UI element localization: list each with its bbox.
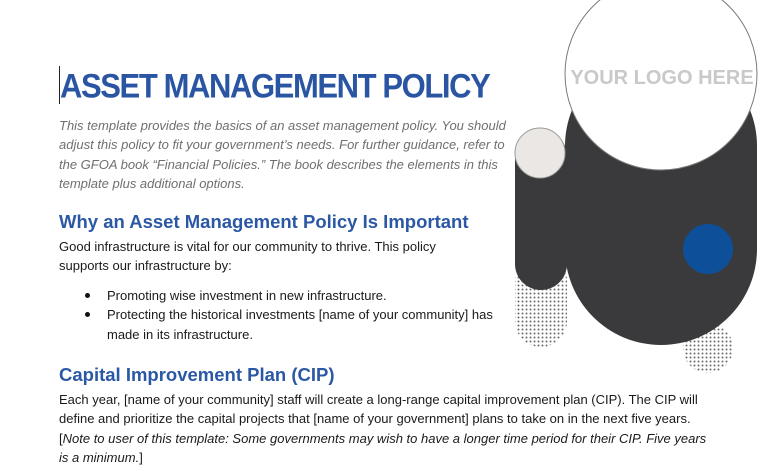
bullet-item[interactable]: Protecting the historical investments [name of your community] has made in its infrastructure. bbox=[59, 305, 509, 344]
page-edge-fragment bbox=[118, 0, 158, 5]
bullet-list bbox=[59, 286, 509, 344]
section-heading-importance[interactable]: Why an Asset Management Policy Is Important bbox=[59, 211, 469, 232]
light-circle bbox=[515, 128, 565, 178]
section-paragraph-importance[interactable]: Good infrastructure is vital for our community to thrive. This policy supports our infrastructure by: bbox=[59, 239, 436, 274]
blue-accent-dot bbox=[683, 224, 733, 274]
decorative-logo-art bbox=[505, 0, 779, 380]
bullet-item[interactable]: Promoting wise investment in new infrastructure. bbox=[59, 286, 509, 305]
cip-text: Each year, [name of your community] staff will create a long-range capital improvement plan (CIP). The CIP will define and prioritize the capital projects that [name of your government] plans to take on in the next five years. [ bbox=[59, 392, 698, 446]
intro-paragraph[interactable]: This template provides the basics of an asset management policy. You should adjust this policy to fit your government’s needs. For further guidance, refer to the GFOA book “Financial Policies.” The book describes the elements in this template plus additional options. bbox=[59, 118, 506, 191]
logo-placeholder-text[interactable]: YOUR LOGO HERE bbox=[570, 67, 754, 89]
section-heading-cip[interactable]: Capital Improvement Plan (CIP) bbox=[59, 364, 335, 385]
section-paragraph-cip[interactable] bbox=[59, 390, 709, 467]
document-title[interactable]: ASSET MANAGEMENT POLICY bbox=[60, 66, 490, 106]
cip-closing: ] bbox=[139, 449, 143, 465]
cip-note: Note to user of this template: Some governments may wish to have a longer time period for their CIP. Five years is a minimum. bbox=[59, 430, 707, 465]
